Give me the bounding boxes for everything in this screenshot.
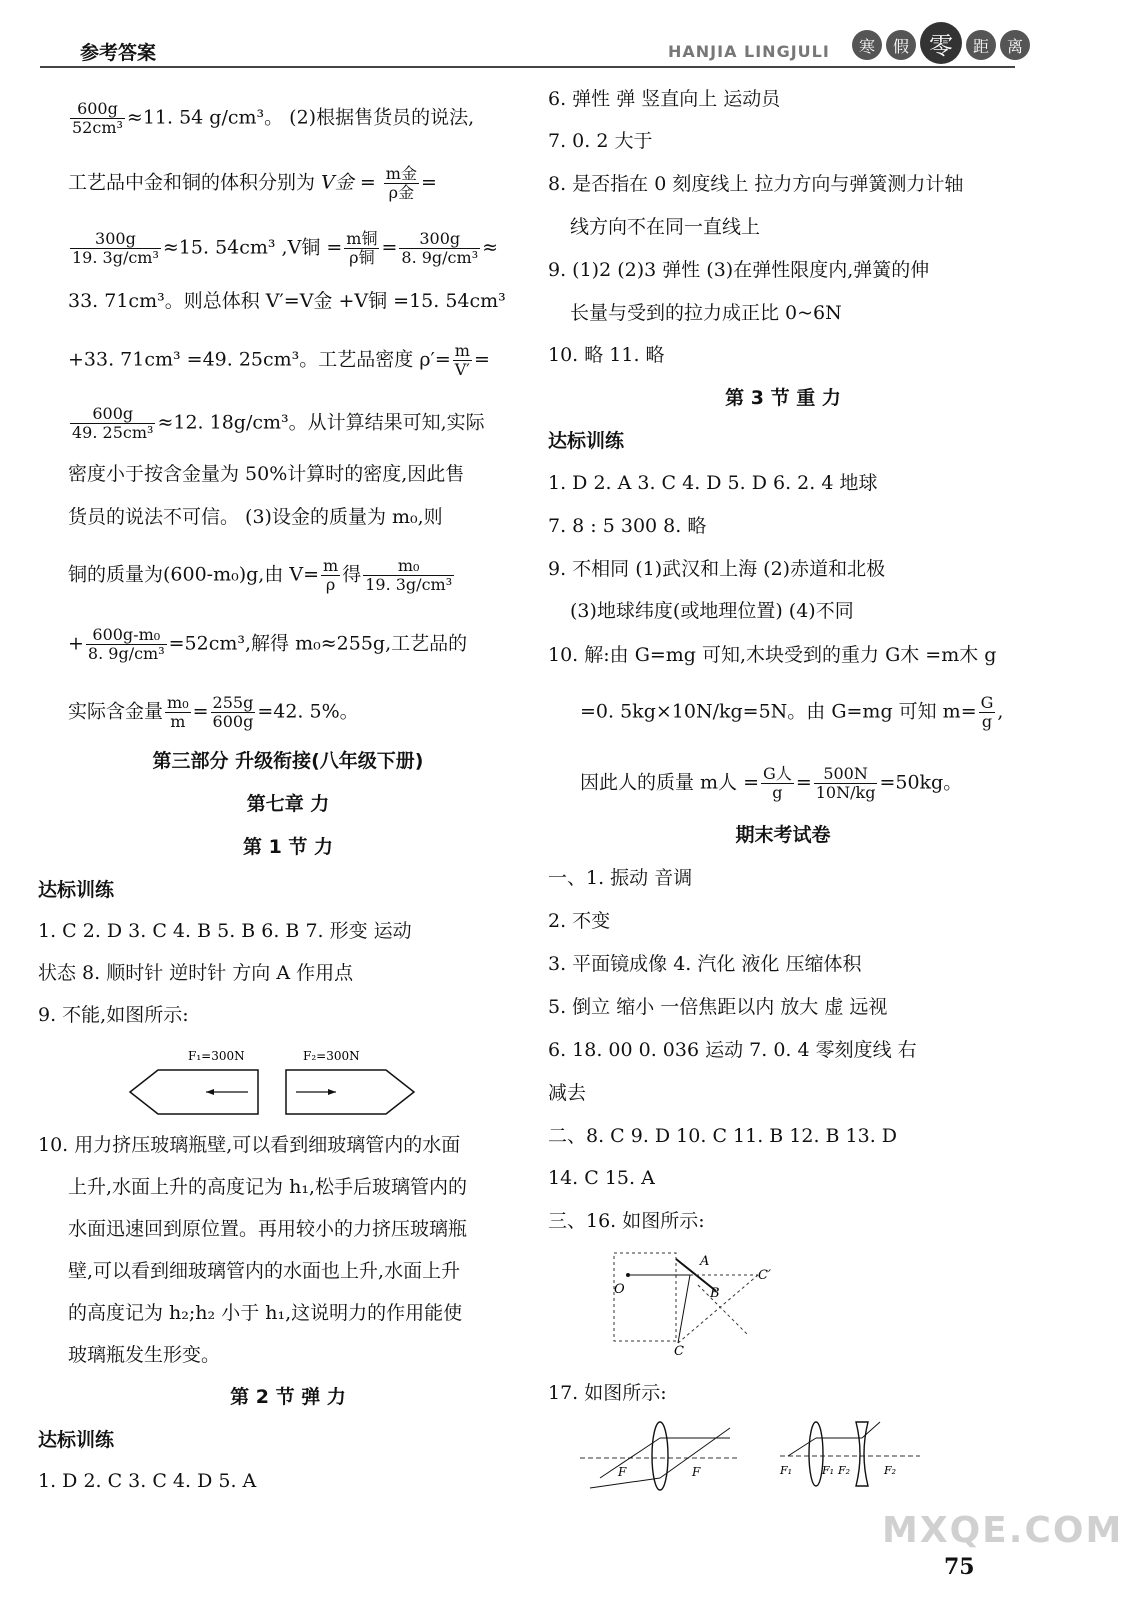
fraction: $\frac{300g}{\text{19. 3g/cm³}}$ — [72, 229, 159, 267]
answer-line: 一、1. 振动 音调 — [548, 867, 693, 889]
dashed-box — [614, 1253, 676, 1341]
answer-line: 上升,水面上升的高度记为 h₁,松手后玻璃管内的 — [68, 1176, 467, 1198]
text-line: 工艺品中金和铜的体积分别为 V金 = $\frac{\text{m金}}{\text{ρ金}}$ = — [68, 164, 437, 202]
answer-line: (3)地球纬度(或地理位置) (4)不同 — [570, 600, 854, 622]
answer-line: 10. 略 11. 略 — [548, 344, 665, 366]
answer-line: 2. 不变 — [548, 910, 611, 932]
fraction: $\frac{500N}{10N/kg}$ — [815, 764, 876, 802]
answer-line: 10. 用力挤压玻璃瓶壁,可以看到细玻璃管内的水面 — [38, 1134, 461, 1156]
ray-7 — [862, 1422, 880, 1438]
badge-2: 假 — [886, 30, 916, 60]
answer-line: 状态 8. 顺时针 逆时针 方向 A 作用点 — [38, 962, 354, 984]
fraction: $\frac{\text{m₀}}{\text{19. 3g/cm³}}$ — [365, 556, 453, 594]
answer-line: 9. (1)2 (2)3 弹性 (3)在弹性限度内,弹簧的伸 — [548, 259, 930, 281]
label-o: O — [614, 1282, 625, 1297]
answer-line: 玻璃瓶发生形变。 — [68, 1344, 221, 1366]
point-o — [626, 1273, 630, 1277]
answer-line: 二、8. C 9. D 10. C 11. B 12. B 13. D — [548, 1125, 898, 1147]
answer-line: 1. D 2. A 3. C 4. D 5. D 6. 2. 4 地球 — [548, 472, 878, 494]
text-line: 密度小于按含金量为 50%计算时的密度,因此售 — [68, 463, 465, 485]
fraction: $\frac{\text{m金}}{\text{ρ金}}$ — [385, 164, 417, 202]
label-f2-b: F₂ — [884, 1464, 897, 1477]
answer-line: =0. 5kg×10N/kg=5N。由 G=mg 可知 m= $\frac{G}{g}$ , — [580, 693, 1004, 731]
ray-3 — [590, 1478, 660, 1488]
answer-line: 9. 不能,如图所示: — [38, 1004, 189, 1026]
label-f1-b: F₁ — [822, 1464, 835, 1477]
label-f1-a: F₁ — [780, 1464, 793, 1477]
text-line: $\frac{300g}{\text{19. 3g/cm³}}$ ≈15. 54cm³ ,V铜 = $\frac{\text{m铜}}{\text{ρ铜}}$ = $\frac{300g}{\text{8. 9g/cm³}}$ ≈ — [72, 229, 499, 267]
answer-line: 壁,可以看到细玻璃管内的水面也上升,水面上升 — [68, 1260, 461, 1282]
text-line: 33. 71cm³。则总体积 V′=V金 +V铜 =15. 54cm³ — [68, 290, 506, 312]
exam-heading: 期末考试卷 — [735, 824, 831, 846]
force-label-1: F₁=300N — [188, 1049, 245, 1063]
text-line: 铜的质量为(600-m₀)g,由 V= $\frac{m}{\rho}$ 得 $\frac{\text{m₀}}{\text{19. 3g/cm³}}$ — [68, 556, 453, 594]
text-line: 实际含金量 $\frac{\text{m₀}}{m}$ = $\frac{255g}{600g}$ =42. 5%。 — [68, 693, 359, 731]
label-c: C — [674, 1344, 684, 1359]
answer-line: 3. 平面镜成像 4. 汽化 液化 压缩体积 — [548, 953, 862, 975]
section-heading: 第 2 节 弹 力 — [230, 1386, 346, 1408]
answer-line: 5. 倒立 缩小 一倍焦距以内 放大 虚 远视 — [548, 996, 888, 1018]
arrowhead-right — [328, 1089, 336, 1095]
header-brand: HANJIA LINGJULI — [668, 42, 830, 61]
label-c-prime: C′ — [758, 1268, 771, 1283]
answer-line: 14. C 15. A — [548, 1167, 655, 1189]
label-b: B — [710, 1286, 720, 1301]
answer-line: 线方向不在同一直线上 — [570, 216, 761, 238]
fraction: $\frac{\text{G人}}{g}$ — [763, 764, 792, 802]
text-line: $\frac{600g}{\text{52cm³}}$ ≈11. 54 g/cm³。 (2)根据售货员的说法, — [72, 99, 475, 137]
drill-heading: 达标训练 — [38, 879, 115, 901]
badge-3: 零 — [920, 22, 962, 64]
answer-line: 7. 8 : 5 300 8. 略 — [548, 515, 707, 537]
lens-pair-figure — [780, 1418, 920, 1488]
answer-line: 1. D 2. C 3. C 4. D 5. A — [38, 1470, 257, 1492]
ray-5 — [788, 1438, 816, 1456]
fraction: $\frac{\text{600g-m₀}}{\text{8. 9g/cm³}}$ — [87, 625, 165, 663]
convex-lens-figure — [580, 1418, 740, 1488]
part-heading: 第三部分 升级衔接(八年级下册) — [152, 750, 424, 772]
text-line: +33. 71cm³ =49. 25cm³。工艺品密度 ρ′= $\frac{m}{V'}$ = — [68, 341, 490, 379]
fraction: $\frac{\text{m铜}}{\text{ρ铜}}$ — [346, 229, 378, 267]
chapter-heading: 第七章 力 — [246, 793, 330, 815]
text-line: $\frac{600g}{\text{49. 25cm³}}$ ≈12. 18g/cm³。从计算结果可知,实际 — [72, 404, 485, 442]
header-badges — [852, 30, 1030, 64]
force-boxes-figure — [128, 1042, 428, 1120]
drill-heading: 达标训练 — [548, 430, 625, 452]
section-heading: 第 3 节 重 力 — [725, 387, 841, 409]
answer-line: 8. 是否指在 0 刻度线上 拉力方向与弹簧测力计轴 — [548, 173, 964, 195]
convex-lens-2 — [809, 1422, 823, 1486]
watermark: MXQE.COM — [882, 1510, 1123, 1551]
dashed-line-2 — [698, 1285, 748, 1335]
label-f2-a: F₂ — [838, 1464, 851, 1477]
answer-line: 1. C 2. D 3. C 4. B 5. B 6. B 7. 形变 运动 — [38, 920, 412, 942]
label-a: A — [700, 1254, 710, 1269]
answer-line: 17. 如图所示: — [548, 1382, 667, 1404]
fraction: $\frac{255g}{600g}$ — [212, 693, 254, 731]
section-heading: 第 1 节 力 — [242, 836, 334, 858]
fraction: $\frac{m}{\rho}$ — [323, 556, 339, 594]
answer-line: 因此人的质量 m人 = $\frac{\text{G人}}{g}$ = $\frac{500N}{10N/kg}$ =50kg。 — [580, 764, 963, 802]
arrowhead-left — [206, 1089, 214, 1095]
answer-line: 6. 18. 00 0. 036 运动 7. 0. 4 零刻度线 右 — [548, 1039, 917, 1061]
convex-lens — [652, 1422, 668, 1490]
fraction: $\frac{600g}{\text{49. 25cm³}}$ — [72, 404, 154, 442]
fraction: $\frac{G}{g}$ — [980, 693, 994, 731]
answer-line: 9. 不相同 (1)武汉和上海 (2)赤道和北极 — [548, 558, 886, 580]
answer-line: 减去 — [548, 1082, 587, 1104]
answer-line: 长量与受到的拉力成正比 0~6N — [570, 302, 842, 324]
answer-line: 6. 弹性 弹 竖直向上 运动员 — [548, 88, 781, 110]
fraction: $\frac{300g}{\text{8. 9g/cm³}}$ — [401, 229, 479, 267]
header-title: 参考答案 — [80, 42, 157, 64]
answer-line: 7. 0. 2 大于 — [548, 130, 653, 152]
fraction: $\frac{\text{m₀}}{m}$ — [167, 693, 189, 731]
fraction: $\frac{m}{V'}$ — [454, 341, 470, 379]
header-rule — [40, 66, 1015, 68]
answer-line: 三、16. 如图所示: — [548, 1210, 705, 1232]
ray-reflected — [678, 1275, 690, 1343]
answer-line: 10. 解:由 G=mg 可知,木块受到的重力 G木 =m木 g — [548, 644, 997, 666]
badge-4: 距 — [966, 30, 996, 60]
label-f-left: F — [618, 1465, 627, 1479]
mirror-figure — [608, 1245, 778, 1359]
page-number: 75 — [944, 1554, 975, 1580]
text-line: 货员的说法不可信。 (3)设金的质量为 m₀,则 — [68, 506, 443, 528]
fraction: $\frac{600g}{\text{52cm³}}$ — [72, 99, 123, 137]
answer-line: 水面迅速回到原位置。再用较小的力挤压玻璃瓶 — [68, 1218, 468, 1240]
concave-lens — [856, 1422, 868, 1486]
answer-line: 的高度记为 h₂;h₂ 小于 h₁,这说明力的作用能使 — [68, 1302, 463, 1324]
badge-1: 寒 — [852, 30, 882, 60]
badge-5: 离 — [1000, 30, 1030, 60]
force-label-2: F₂=300N — [303, 1049, 360, 1063]
drill-heading: 达标训练 — [38, 1429, 115, 1451]
text-line: + $\frac{\text{600g-m₀}}{\text{8. 9g/cm³}}$ =52cm³,解得 m₀≈255g,工艺品的 — [68, 625, 468, 663]
label-f-right: F — [692, 1465, 701, 1479]
